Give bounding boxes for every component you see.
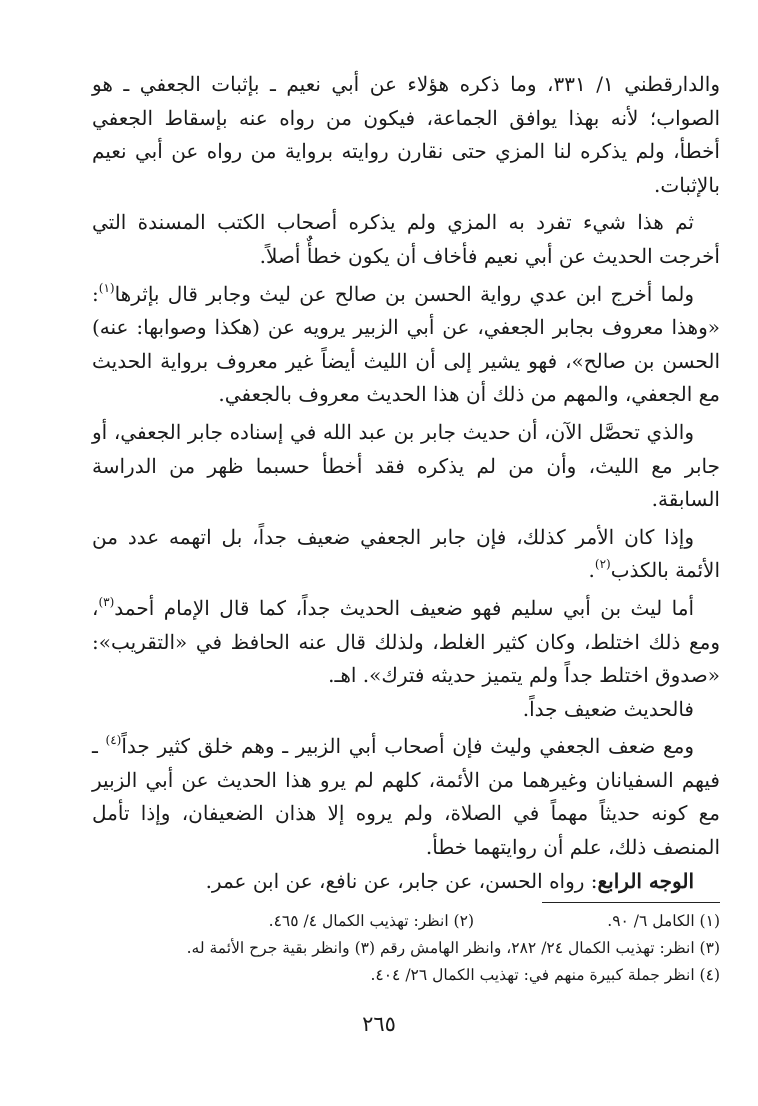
paragraph-3-part-b: : «وهذا معروف بجابر الجعفي، عن أبي الزبير يرويه عن (هكذا وصوابها: عنه) الحسن بن صالح»، فهو يشير إلى أن الليث أيضاً غير معروف برواية الحديث مع الجعفي، والمهم من ذلك أن هذا الحديث معروف بالجعفي.: [92, 281, 720, 407]
footnotes: [80, 908, 720, 989]
paragraph-9: [92, 865, 720, 899]
paragraph-3: [92, 278, 720, 412]
paragraph-8-part-a: ومع ضعف الجعفي وليث فإن أصحاب أبي الزبير ـ وهم خلق كثير جداً: [121, 734, 694, 759]
footnote-1: (١) الكامل ٦/ ٩٠.: [607, 912, 720, 930]
footnote-marker-1: (١): [98, 280, 115, 295]
footnote-row: [80, 908, 720, 935]
paragraph-5: [92, 521, 720, 588]
footnote-marker-3: (٣): [98, 594, 115, 609]
paragraph-8-part-b: ـ فيهم السفيانان وغيرهما من الأئمة، كلهم لم يرو هذا الحديث عن أبي الزبير مع كونه حديثاً مهماً في الصلاة، ولم يروه إلا هذان الضعيفان، وإذا تأمل المنصف ذلك، علم أن روايتهما خطأ.: [92, 734, 720, 860]
paragraph-7: فالحديث ضعيف جداً.: [522, 696, 694, 721]
paragraph-5-part-b: .: [588, 558, 595, 583]
section-heading: الوجه الرابع: [597, 868, 694, 893]
page-number: ٢٦٥: [362, 1012, 396, 1036]
footnote-2: (٢) انظر: تهذيب الكمال ٤/ ٤٦٥.: [268, 912, 474, 930]
footnote-marker-4: (٤): [105, 733, 122, 748]
body-text: [92, 68, 720, 898]
footnote-4: (٤) انظر جملة كبيرة منهم في: تهذيب الكمال ٢٦/ ٤٠٤.: [370, 966, 720, 984]
paragraph-5-part-a: وإذا كان الأمر كذلك، فإن جابر الجعفي ضعيف جداً، بل اتهمه عدد من الأئمة بالكذب: [92, 524, 720, 583]
paragraph-1: والدارقطني ١/ ٣٣١، وما ذكره هؤلاء عن أبي نعيم ـ بإثبات الجعفي ـ هو الصواب؛ لأنه بهذا يوافق الجماعة، فيكون من رواه عنه بإسقاط الجعفي أخطأ، ولم يذكره لنا المزي حتى نقارن روايته برواية من رواه عن أبي نعيم بالإثبات.: [92, 72, 720, 197]
footnote-marker-2: (٢): [594, 557, 611, 572]
footnote-divider: [542, 902, 720, 903]
footnote-3: (٣) انظر: تهذيب الكمال ٢٤/ ٢٨٢، وانظر الهامش رقم (٣) وانظر بقية جرح الأئمة له.: [186, 939, 720, 957]
paragraph-3-part-a: ولما أخرج ابن عدي رواية الحسن بن صالح عن ليث وجابر قال بإثرها: [114, 281, 694, 306]
paragraph-6-part-a: أما ليث بن أبي سليم فهو ضعيف الحديث جداً، كما قال الإمام أحمد: [114, 595, 694, 620]
paragraph-4: والذي تحصَّل الآن، أن حديث جابر بن عبد الله في إسناده جابر الجعفي، أو جابر مع الليث، وأن من لم يذكره فقد أخطأ حسبما ظهر من الدراسة السابقة.: [92, 419, 720, 512]
paragraph-6-part-b: ، ومع ذلك اختلط، وكان كثير الغلط، ولذلك قال عنه الحافظ في «التقريب»: «صدوق اختلط جداً ولم يتميز حديثه فترك». اهـ.: [92, 595, 720, 688]
paragraph-9-text: : رواه الحسن، عن جابر، عن نافع، عن ابن عمر.: [205, 868, 598, 893]
paragraph-2: ثم هذا شيء تفرد به المزي ولم يذكره أصحاب الكتب المسندة التي أخرجت الحديث عن أبي نعيم فأخاف أن يكون خطأٌ أصلاً.: [92, 210, 720, 268]
paragraph-6: [92, 592, 720, 693]
paragraph-8: [92, 730, 720, 864]
